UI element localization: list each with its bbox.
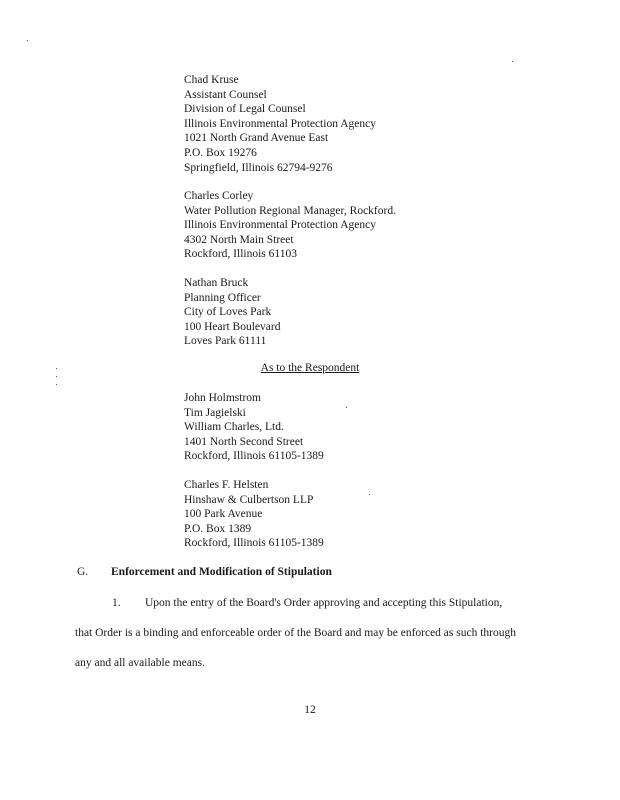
paragraph-number: 1. — [112, 597, 121, 609]
scan-speck — [512, 61, 513, 62]
contact-line: Tim Jagielski — [184, 406, 246, 419]
contact-line: P.O. Box 19276 — [184, 146, 257, 159]
contact-line: Chad Kruse — [184, 74, 239, 86]
respondent-heading: As to the Respondent — [260, 362, 360, 374]
contact-line: Hinshaw & Culbertson LLP — [184, 493, 314, 506]
contact-block-helsten — [184, 478, 324, 551]
contact-line: 100 Heart Boulevard — [184, 320, 281, 333]
contact-line: Assistant Counsel — [184, 88, 267, 101]
contact-line: Water Pollution Regional Manager, Rockford. — [184, 204, 396, 217]
contact-line: Illinois Environmental Protection Agency — [184, 219, 376, 232]
paragraph-line-1: Upon the entry of the Board's Order approving and accepting this Stipulation, — [145, 597, 503, 609]
scan-speck — [27, 40, 28, 41]
contact-block-kruse — [184, 73, 376, 175]
contact-line: Loves Park 61111 — [184, 335, 267, 348]
contact-line: Division of Legal Counsel — [184, 103, 306, 116]
contact-line: 1021 North Grand Avenue East — [184, 132, 329, 145]
page-number: 12 — [304, 704, 316, 716]
contact-block-bruck — [184, 276, 280, 349]
contact-line: Rockford, Illinois 61105-1389 — [184, 537, 324, 550]
scan-speck — [56, 376, 57, 377]
contact-block-corley — [184, 189, 396, 262]
scan-speck — [369, 494, 370, 495]
section-title: Enforcement and Modification of Stipulation — [111, 566, 332, 578]
contact-line: 1401 North Second Street — [184, 435, 304, 448]
contact-line: City of Loves Park — [184, 306, 272, 319]
contact-line: John Holmstrom — [184, 392, 261, 404]
scan-speck — [56, 384, 57, 385]
contact-line: 4302 North Main Street — [184, 233, 294, 246]
scan-speck — [346, 407, 347, 408]
contact-line: Charles Corley — [184, 190, 254, 202]
paragraph-line-2: that Order is a binding and enforceable order of the Board and may be enforced as such through — [75, 627, 516, 639]
contact-line: Rockford, Illinois 61105-1389 — [184, 450, 324, 463]
contact-line: Rockford, Illinois 61103 — [184, 248, 297, 261]
scan-speck — [56, 368, 57, 369]
contact-line: Springfield, Illinois 62794-9276 — [184, 161, 333, 174]
paragraph-line-3: any and all available means. — [75, 657, 205, 669]
section-letter: G. — [77, 566, 89, 578]
contact-line: Illinois Environmental Protection Agency — [184, 117, 376, 130]
contact-line: Charles F. Helsten — [184, 479, 269, 491]
contact-line: 100 Park Avenue — [184, 508, 263, 521]
contact-line: P.O. Box 1389 — [184, 522, 252, 535]
contact-line: Planning Officer — [184, 291, 261, 304]
contact-line: Nathan Bruck — [184, 277, 249, 289]
contact-block-holmstrom — [184, 391, 324, 464]
contact-line: William Charles, Ltd. — [184, 421, 284, 434]
